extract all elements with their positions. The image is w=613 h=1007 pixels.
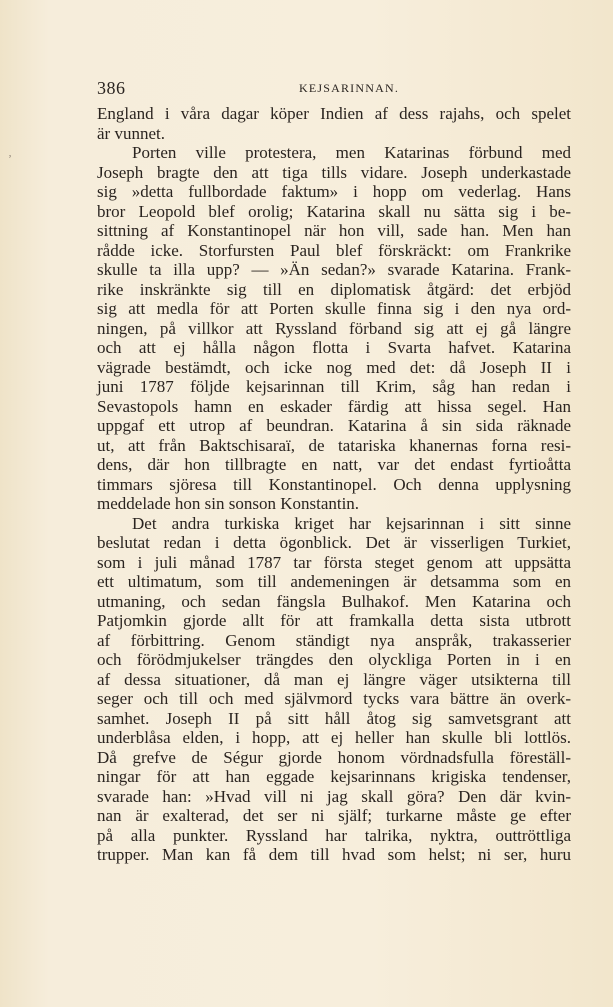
text-line: skulle ta illa upp? — »Än sedan?» svarade Katarina. Frank-: [97, 260, 571, 279]
text-line: uppgaf ett utrop af beundran. Katarina å sin sida räknade: [97, 416, 571, 435]
body-text: [97, 104, 571, 865]
text-line: och att ej hålla någon flotta i Svarta hafvet. Katarina: [97, 338, 571, 357]
text-line: ett ultimatum, som till andemeningen är detsamma som en: [97, 572, 571, 591]
text-line: Då grefve de Ségur gjorde honom vördnadsfulla föreställ-: [97, 747, 571, 767]
text-line: sig att medla för att Porten skulle finna sig i den nya ord-: [97, 299, 571, 318]
text-line: af förbittring. Genom ständigt nya anspråk, trakasserier: [97, 630, 571, 650]
text-line: beslutat redan i detta ögonblick. Det är visserligen Turkiet,: [97, 533, 571, 552]
text-line: på alla punkter. Ryssland har talrika, nyktra, outtröttliga: [97, 825, 571, 845]
text-line: rike inskränkte sig till en diplomatisk åtgärd: det erbjöd: [97, 279, 571, 299]
text-line: seger och till och med självmord tycks vara bättre än overk-: [97, 689, 571, 708]
text-line: trupper. Man kan få dem till hvad som helst; ni ser, huru: [97, 845, 571, 864]
text-line: underblåsa elden, i hopp, att ej heller han skulle bli lottlös.: [97, 728, 571, 747]
text-line: meddelade hon sin sonson Konstantin.: [97, 494, 360, 513]
text-line: vägrade bestämdt, och icke nog med det: då Joseph II i: [97, 357, 571, 377]
text-line: samhet. Joseph II på sitt håll åtog sig samvetsgrant att: [97, 708, 571, 728]
text-line: Porten ville protestera, men Katarinas förbund med: [132, 143, 571, 162]
text-line: ut, att från Baktschisaraï, de tatariska khanernas forna resi-: [97, 435, 571, 455]
text-line: är vunnet.: [97, 123, 165, 143]
page-number: 386: [97, 78, 126, 98]
text-line: sig »detta fullbordade faktum» i hopp om vederlag. Hans: [97, 182, 571, 201]
text-line: Sevastopols hamn en eskader färdig att hissa segel. Han: [97, 396, 571, 416]
page-header: [97, 78, 571, 100]
text-line: timmars sjöresa till Konstantinopel. Och denna upplysning: [97, 474, 571, 494]
text-line: Patjomkin gjorde allt för att framkalla detta sista utbrott: [97, 611, 571, 630]
text-line: svarade han: »Hvad vill ni jag skall göra? Den där kvin-: [97, 786, 571, 806]
running-head: KEJSARINNAN.: [298, 81, 400, 95]
text-line: af dessa situationer, då man ej längre väger utsikterna till: [97, 669, 571, 689]
margin-mark: ʼ: [8, 152, 12, 166]
text-line: bror Leopold blef orolig; Katarina skall nu sätta sig i be-: [97, 201, 571, 221]
text-line: Det andra turkiska kriget har kejsarinnan i sitt sinne: [132, 513, 571, 533]
text-line: som i juli månad 1787 tar första steget genom att uppsätta: [97, 552, 571, 572]
text-line: nan är exalterad, det ser ni själf; turkarne måste ge efter: [97, 806, 571, 825]
text-line: sittning af Konstantinopel när hon vill, sade han. Men han: [97, 221, 571, 240]
text-line: ningen, på villkor att Ryssland förband sig att ej gå längre: [97, 318, 571, 338]
text-line: Joseph bragte den att tiga tills vidare. Joseph underkastade: [97, 162, 571, 182]
text-line: och förödmjukelser trängdes den olyckliga Porten in i en: [97, 650, 571, 669]
text-line: juni 1787 följde kejsarinnan till Krim, såg han redan i: [97, 377, 571, 396]
text-line: ningar för att han eggade kejsarinnans krigiska tendenser,: [97, 767, 571, 786]
text-line: England i våra dagar köper Indien af dess rajahs, och spelet: [97, 104, 571, 123]
text-line: utmaning, och sedan fängsla Bulhakof. Men Katarina och: [97, 591, 571, 611]
text-line: dens, där hon tillbragte en natt, var det endast fyrtioåtta: [97, 455, 571, 474]
text-line: rådde icke. Storfursten Paul blef förskräckt: om Frankrike: [97, 240, 571, 260]
